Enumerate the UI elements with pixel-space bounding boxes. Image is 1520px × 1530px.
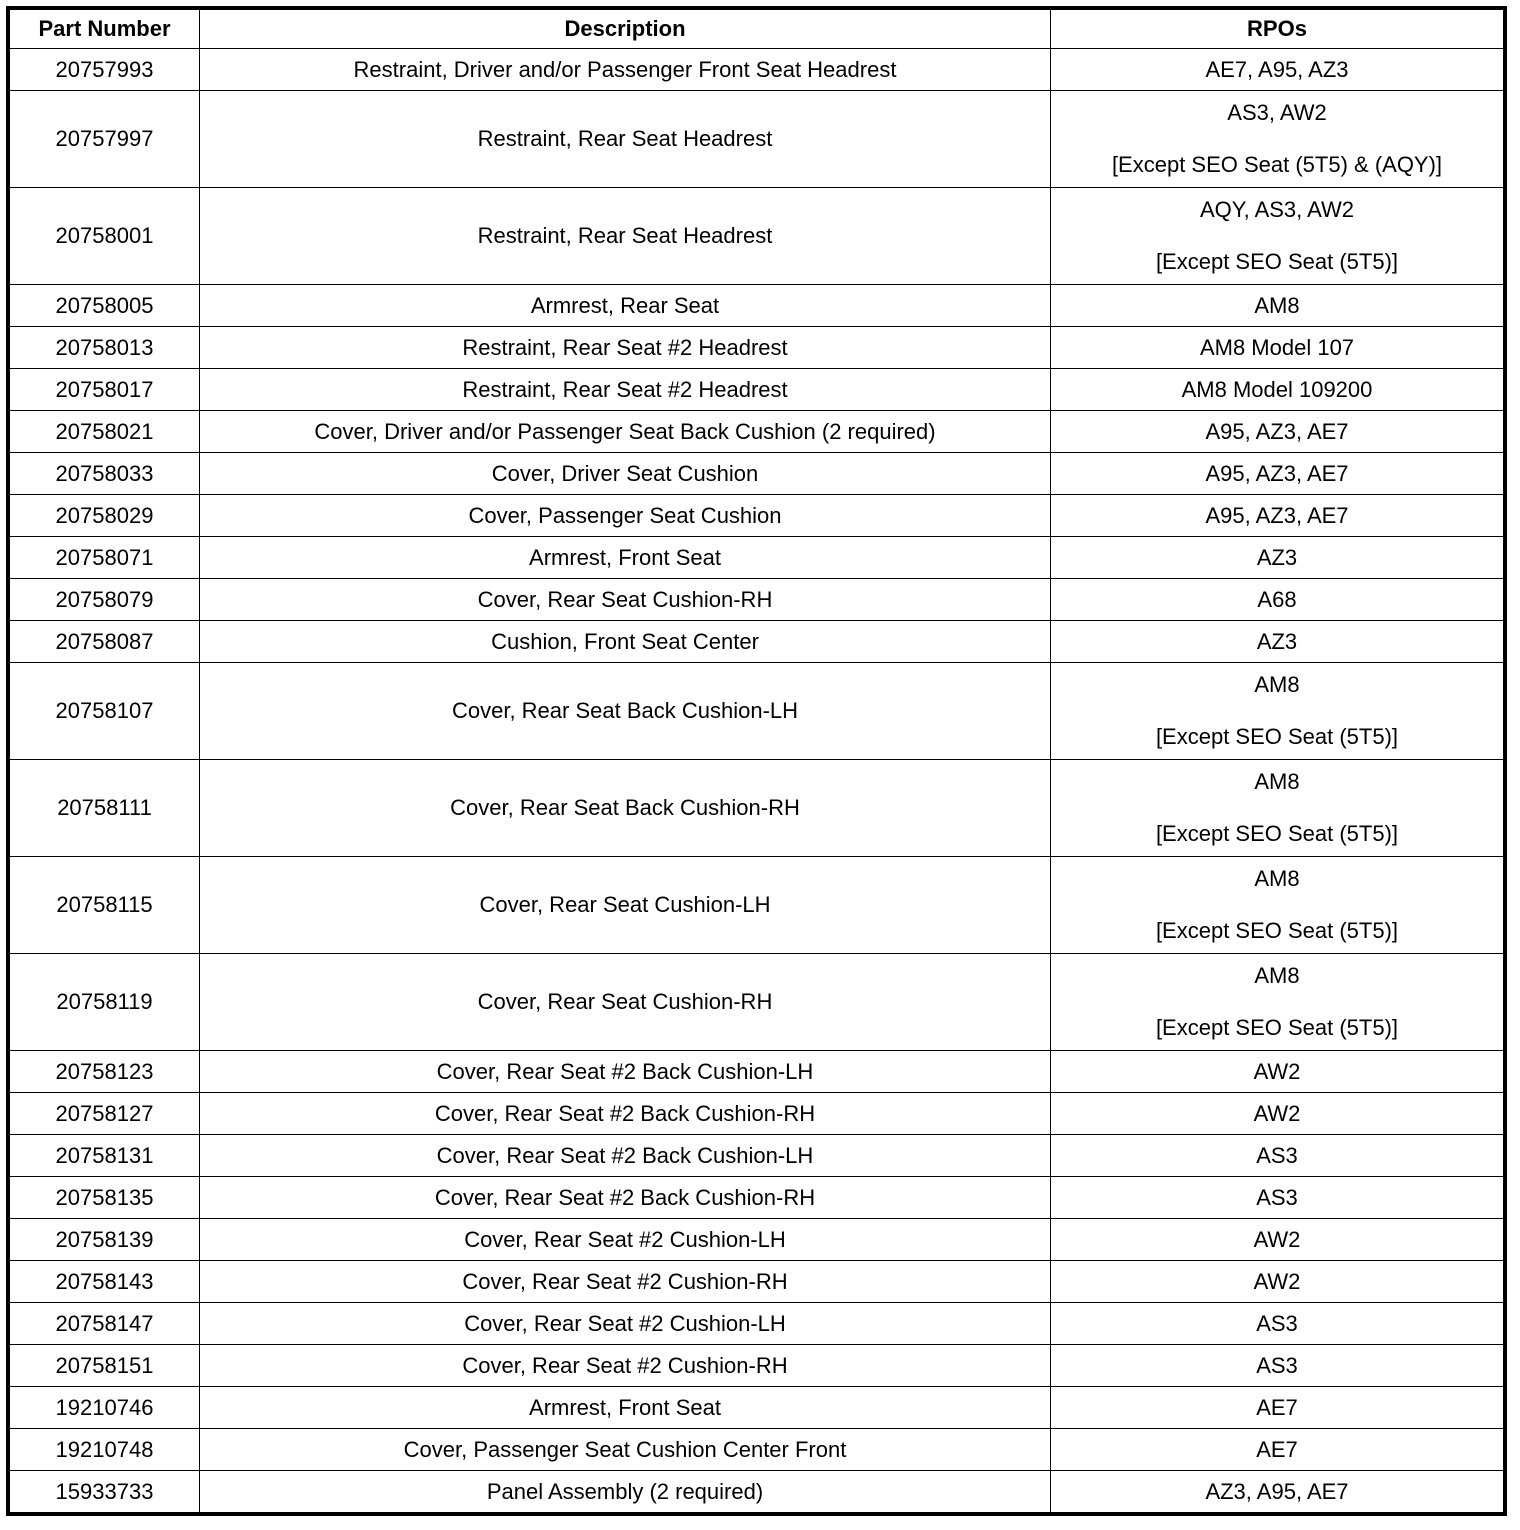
table-row [10, 1429, 1504, 1471]
description-cell: Restraint, Rear Seat Headrest [200, 188, 1051, 285]
rpo-codes: AZ3 [1256, 544, 1298, 570]
rpos-cell [1051, 663, 1504, 760]
description-cell: Cover, Rear Seat #2 Cushion-LH [200, 1303, 1051, 1345]
rpo-codes: AM8 [1254, 672, 1300, 697]
table-row [10, 760, 1504, 857]
rpo-codes: AE7 [1256, 1394, 1298, 1420]
rpo-codes: AW2 [1253, 1100, 1301, 1126]
rpos-cell [1051, 760, 1504, 857]
part-number-cell: 20758017 [10, 369, 200, 411]
rpo-exception-note: [Except SEO Seat (5T5)] [1155, 724, 1399, 749]
rpo-codes: AM8 [1254, 769, 1300, 794]
description-cell: Cover, Rear Seat Back Cushion-RH [200, 760, 1051, 857]
part-number-cell: 20758111 [10, 760, 200, 857]
rpos-cell [1051, 91, 1504, 188]
description-cell: Cover, Passenger Seat Cushion [200, 495, 1051, 537]
rpo-codes: AZ3, A95, AE7 [1205, 1478, 1349, 1504]
part-number-cell: 20758135 [10, 1177, 200, 1219]
rpo-codes: AM8 Model 107 [1199, 334, 1355, 360]
rpos-cell [1051, 1261, 1504, 1303]
table-header-row [10, 10, 1504, 49]
rpo-codes: AW2 [1253, 1268, 1301, 1294]
description-cell: Cover, Rear Seat Cushion-RH [200, 954, 1051, 1051]
rpo-codes: AM8 [1254, 866, 1300, 891]
rpos-cell [1051, 1093, 1504, 1135]
rpos-cell [1051, 621, 1504, 663]
rpo-codes: AW2 [1253, 1226, 1301, 1252]
table-row [10, 327, 1504, 369]
part-number-cell: 20757993 [10, 49, 200, 91]
part-number-cell: 20757997 [10, 91, 200, 188]
rpo-codes: AS3 [1256, 1142, 1298, 1168]
part-number-cell: 20758147 [10, 1303, 200, 1345]
table-row [10, 537, 1504, 579]
description-cell: Cover, Rear Seat #2 Back Cushion-LH [200, 1135, 1051, 1177]
rpo-codes: A95, AZ3, AE7 [1205, 502, 1349, 528]
table-row [10, 1387, 1504, 1429]
part-number-cell: 19210748 [10, 1429, 200, 1471]
part-number-cell: 20758071 [10, 537, 200, 579]
rpos-cell [1051, 537, 1504, 579]
part-number-cell: 20758115 [10, 857, 200, 954]
part-number-cell: 20758151 [10, 1345, 200, 1387]
rpos-cell [1051, 857, 1504, 954]
part-number-cell: 20758013 [10, 327, 200, 369]
header-part-number: Part Number [10, 10, 200, 49]
part-number-cell: 20758087 [10, 621, 200, 663]
description-cell: Restraint, Rear Seat #2 Headrest [200, 369, 1051, 411]
rpo-exception-note: [Except SEO Seat (5T5)] [1155, 249, 1399, 274]
rpos-cell [1051, 1051, 1504, 1093]
rpos-cell [1051, 1345, 1504, 1387]
rpo-codes: AE7, A95, AZ3 [1205, 56, 1349, 82]
table-row [10, 1135, 1504, 1177]
table-row [10, 857, 1504, 954]
table-row [10, 1261, 1504, 1303]
rpo-codes: AZ3 [1256, 628, 1298, 654]
rpo-codes: A68 [1257, 586, 1297, 612]
rpos-cell [1051, 1471, 1504, 1513]
rpos-cell [1051, 1303, 1504, 1345]
description-cell: Cover, Driver Seat Cushion [200, 453, 1051, 495]
table-row [10, 188, 1504, 285]
description-cell: Cover, Rear Seat #2 Cushion-RH [200, 1261, 1051, 1303]
description-cell: Cover, Passenger Seat Cushion Center Front [200, 1429, 1051, 1471]
rpos-cell [1051, 1177, 1504, 1219]
table-row [10, 1051, 1504, 1093]
rpos-cell [1051, 954, 1504, 1051]
description-cell: Cover, Rear Seat #2 Back Cushion-RH [200, 1177, 1051, 1219]
rpo-exception-note: [Except SEO Seat (5T5)] [1155, 918, 1399, 943]
rpos-cell [1051, 453, 1504, 495]
rpo-codes: AS3 [1256, 1310, 1298, 1336]
description-cell: Cover, Rear Seat #2 Cushion-RH [200, 1345, 1051, 1387]
description-cell: Armrest, Front Seat [200, 1387, 1051, 1429]
table-row [10, 1345, 1504, 1387]
table-row [10, 1093, 1504, 1135]
rpo-codes: A95, AZ3, AE7 [1205, 418, 1349, 444]
table-row [10, 1303, 1504, 1345]
description-cell: Cover, Rear Seat #2 Cushion-LH [200, 1219, 1051, 1261]
rpo-codes: AM8 Model 109200 [1181, 376, 1373, 402]
rpos-cell [1051, 369, 1504, 411]
rpo-exception-note: [Except SEO Seat (5T5) & (AQY)] [1111, 152, 1443, 177]
rpo-codes: AM8 [1254, 963, 1300, 988]
part-number-cell: 20758029 [10, 495, 200, 537]
description-cell: Restraint, Driver and/or Passenger Front Seat Headrest [200, 49, 1051, 91]
description-cell: Cover, Driver and/or Passenger Seat Back Cushion (2 required) [200, 411, 1051, 453]
part-number-cell: 20758079 [10, 579, 200, 621]
rpo-codes: AW2 [1253, 1058, 1301, 1084]
parts-table-container [6, 6, 1507, 1516]
description-cell: Cover, Rear Seat Cushion-LH [200, 857, 1051, 954]
part-number-cell: 20758107 [10, 663, 200, 760]
part-number-cell: 20758143 [10, 1261, 200, 1303]
part-number-cell: 20758123 [10, 1051, 200, 1093]
header-rpos: RPOs [1051, 10, 1504, 49]
rpos-cell [1051, 327, 1504, 369]
part-number-cell: 20758139 [10, 1219, 200, 1261]
rpos-cell [1051, 579, 1504, 621]
description-cell: Restraint, Rear Seat Headrest [200, 91, 1051, 188]
part-number-cell: 19210746 [10, 1387, 200, 1429]
rpo-codes: AM8 [1254, 292, 1300, 318]
table-row [10, 495, 1504, 537]
part-number-cell: 20758021 [10, 411, 200, 453]
table-row [10, 1219, 1504, 1261]
description-cell: Restraint, Rear Seat #2 Headrest [200, 327, 1051, 369]
rpo-codes: AS3, AW2 [1227, 100, 1327, 125]
description-cell: Cushion, Front Seat Center [200, 621, 1051, 663]
description-cell: Panel Assembly (2 required) [200, 1471, 1051, 1513]
table-body [10, 49, 1504, 1513]
table-row [10, 1177, 1504, 1219]
rpos-cell [1051, 495, 1504, 537]
table-row [10, 954, 1504, 1051]
rpos-cell [1051, 285, 1504, 327]
table-row [10, 49, 1504, 91]
part-number-cell: 20758033 [10, 453, 200, 495]
rpos-cell [1051, 411, 1504, 453]
table-row [10, 369, 1504, 411]
part-number-cell: 20758001 [10, 188, 200, 285]
table-row [10, 1471, 1504, 1513]
part-number-cell: 20758131 [10, 1135, 200, 1177]
part-number-cell: 20758005 [10, 285, 200, 327]
part-number-cell: 20758119 [10, 954, 200, 1051]
rpo-exception-note: [Except SEO Seat (5T5)] [1155, 1015, 1399, 1040]
description-cell: Cover, Rear Seat Back Cushion-LH [200, 663, 1051, 760]
table-row [10, 453, 1504, 495]
part-number-cell: 15933733 [10, 1471, 200, 1513]
table-row [10, 579, 1504, 621]
rpos-cell [1051, 1219, 1504, 1261]
description-cell: Armrest, Rear Seat [200, 285, 1051, 327]
table-row [10, 663, 1504, 760]
rpo-codes: AE7 [1256, 1436, 1298, 1462]
table-row [10, 285, 1504, 327]
header-description: Description [200, 10, 1051, 49]
table-row [10, 411, 1504, 453]
description-cell: Cover, Rear Seat Cushion-RH [200, 579, 1051, 621]
table-row [10, 91, 1504, 188]
description-cell: Armrest, Front Seat [200, 537, 1051, 579]
rpo-codes: A95, AZ3, AE7 [1205, 460, 1349, 486]
rpos-cell [1051, 1387, 1504, 1429]
parts-table [9, 9, 1504, 1513]
rpo-codes: AS3 [1256, 1184, 1298, 1210]
table-row [10, 621, 1504, 663]
rpos-cell [1051, 1135, 1504, 1177]
rpos-cell [1051, 49, 1504, 91]
rpo-codes: AS3 [1256, 1352, 1298, 1378]
description-cell: Cover, Rear Seat #2 Back Cushion-LH [200, 1051, 1051, 1093]
rpos-cell [1051, 188, 1504, 285]
part-number-cell: 20758127 [10, 1093, 200, 1135]
rpos-cell [1051, 1429, 1504, 1471]
rpo-codes: AQY, AS3, AW2 [1199, 197, 1355, 222]
description-cell: Cover, Rear Seat #2 Back Cushion-RH [200, 1093, 1051, 1135]
rpo-exception-note: [Except SEO Seat (5T5)] [1155, 821, 1399, 846]
